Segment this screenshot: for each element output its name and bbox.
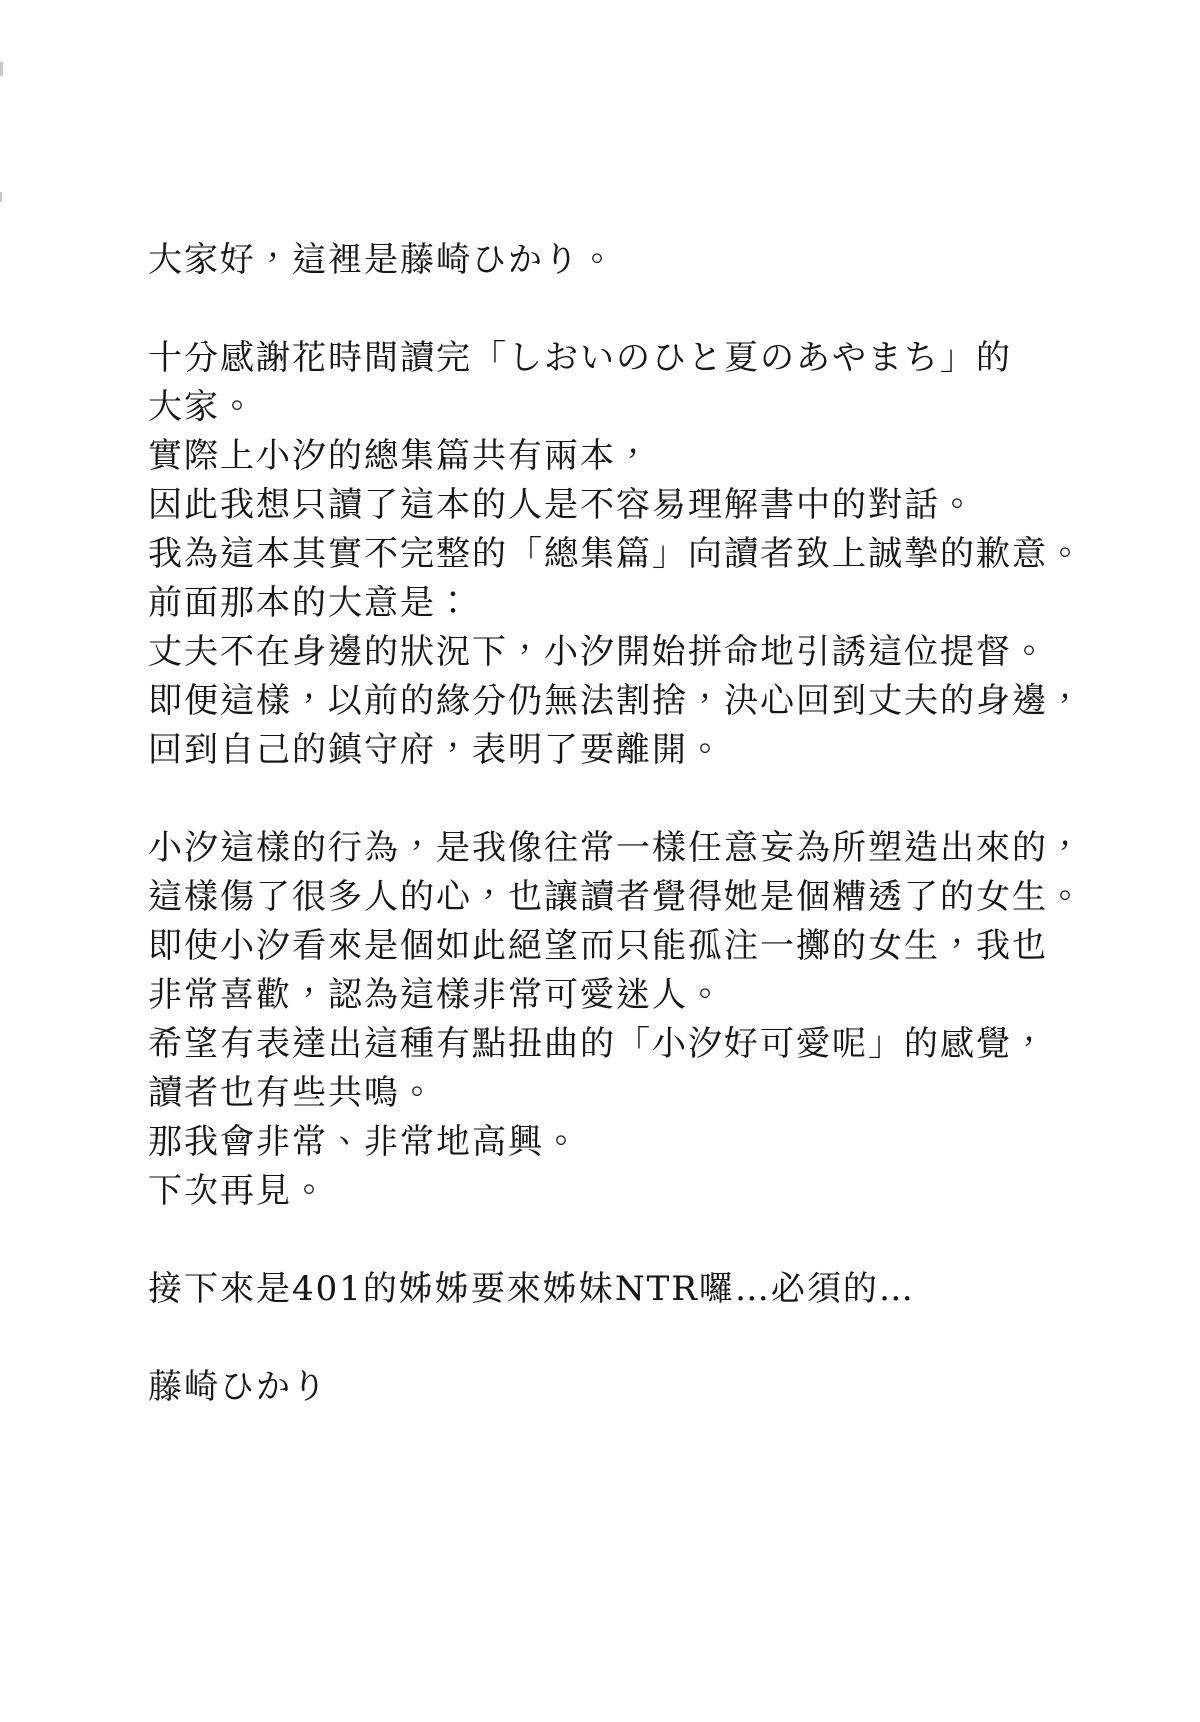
blank-line: [148, 285, 1128, 334]
text-line: 實際上小汐的總集篇共有兩本，: [148, 436, 652, 476]
text-line: 這樣傷了很多人的心，也讓讀者覺得她是個糟透了的女生。: [148, 877, 1084, 917]
afterword-text-block: [148, 236, 1128, 1412]
text-line: 希望有表達出這種有點扭曲的「小汐好可愛呢」的感覺，: [148, 1024, 1048, 1064]
text-line: 大家。: [148, 387, 256, 427]
blank-line: [148, 1314, 1128, 1363]
text-line: 讀者也有些共鳴。: [148, 1073, 436, 1113]
author-signature: 藤崎ひかり: [148, 1367, 328, 1407]
blank-line: [148, 1216, 1128, 1265]
greeting-line: 大家好，這裡是藤崎ひかり。: [148, 240, 616, 280]
text-line: 小汐這樣的行為，是我像往常一樣任意妄為所塑造出來的，: [148, 828, 1084, 868]
text-line: 因此我想只讀了這本的人是不容易理解書中的對話。: [148, 485, 976, 525]
text-line: 前面那本的大意是：: [148, 583, 472, 623]
text-line: 即使小汐看來是個如此絕望而只能孤注一擲的女生，我也: [148, 926, 1048, 966]
scan-artifact: [0, 62, 3, 76]
scan-artifact: [0, 192, 2, 202]
text-line: 那我會非常、非常地高興。: [148, 1122, 580, 1162]
text-line: 十分感謝花時間讀完「しおいのひと夏のあやまち」的: [148, 338, 1012, 378]
text-line: 我為這本其實不完整的「總集篇」向讀者致上誠摯的歉意。: [148, 534, 1084, 574]
text-line: 丈夫不在身邊的狀況下，小汐開始拼命地引誘這位提督。: [148, 632, 1048, 672]
blank-line: [148, 775, 1128, 824]
text-line: 即便這樣，以前的緣分仍無法割捨，決心回到丈夫的身邊，: [148, 681, 1084, 721]
teaser-line: 接下來是401的姊姊要來姊妹NTR囉…必須的…: [148, 1269, 915, 1309]
text-line: 回到自己的鎮守府，表明了要離開。: [148, 730, 724, 770]
text-line: 非常喜歡，認為這樣非常可愛迷人。: [148, 975, 724, 1015]
text-line: 下次再見。: [148, 1171, 328, 1211]
